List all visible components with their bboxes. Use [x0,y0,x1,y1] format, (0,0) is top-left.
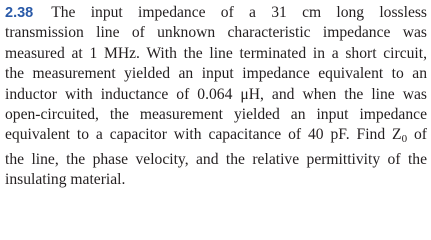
problem-line-6: open-circuited, the measurement yielded an input impedance [5,106,427,124]
problem-line-1-text: The input impedance of a 31 cm long lossless [51,4,427,21]
problem-text [5,3,427,191]
problem-line-2: transmission line of unknown characteristic impedance was [5,24,427,42]
problem-line-7-text: equivalent to a capacitor with capacitance of 40 pF. Find Z [5,126,402,144]
z0-subscript: 0 [401,133,408,146]
problem-line-1 [5,3,427,23]
problem-line-4: the measurement yielded an input impedance equivalent to an [5,65,427,83]
problem-line-9: insulating material. [5,171,126,189]
problem-line-7-tail: of [407,126,427,144]
problem-line-7 [5,125,427,149]
problem-line-3: measured at 1 MHz. With the line terminated in a short circuit, [5,44,427,62]
problem-line-5: inductor with inductance of 0.064 μH, and when the line was [5,85,427,103]
problem-number: 2.38 [5,5,34,21]
problem-line-8: the line, the phase velocity, and the relative permittivity of the [5,150,427,168]
